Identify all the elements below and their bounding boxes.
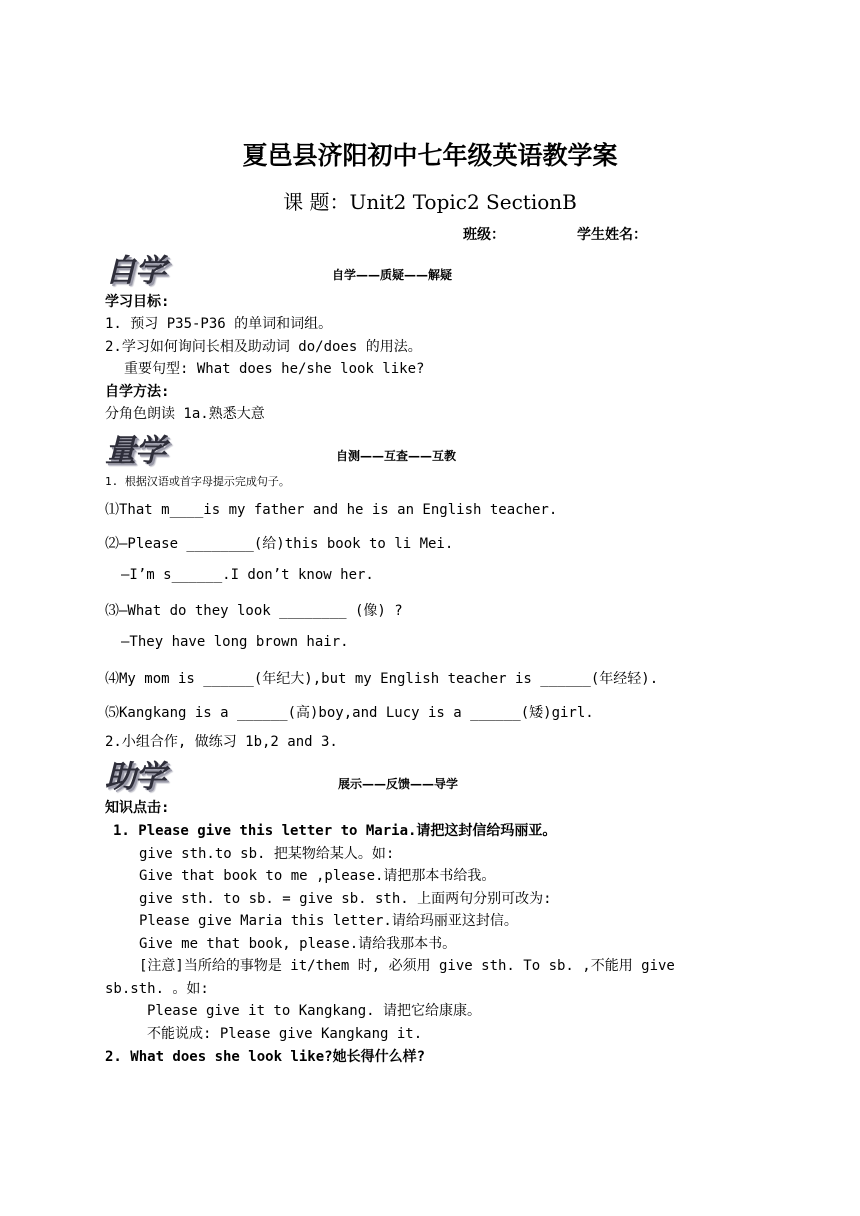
point-1-line-4: Please give Maria this letter.请给玛丽亚这封信。 — [139, 913, 518, 929]
question-5: ⑸Kangkang is a ______(高)boy,and Lucy is a ______(矮)girl. — [105, 705, 594, 721]
point-1-title: 1. Please give this letter to Maria.请把这封信给玛丽亚。 — [113, 823, 557, 839]
point-1-line-2: Give that book to me ,please.请把那本书给我。 — [139, 868, 496, 884]
goal-heading: 学习目标: — [105, 294, 170, 310]
exercise-instruction: 1. 根据汉语或首字母提示完成句子。 — [105, 475, 290, 488]
goal-item-1: 1. 预习 P35-P36 的单词和词组。 — [105, 316, 333, 332]
question-4: ⑷My mom is ______(年纪大),but my English teacher is ______(年经轻). — [105, 671, 659, 687]
point-2-title: 2. What does she look like?她长得什么样? — [105, 1049, 426, 1065]
page-title: 夏邑县济阳初中七年级英语教学案 — [242, 141, 618, 170]
point-1-line-5: Give me that book, please.请给我那本书。 — [139, 936, 457, 952]
key-sentence: 重要句型: What does he/she look like? — [124, 361, 425, 377]
question-2a: ⑵—Please ________(给)this book to li Mei. — [105, 536, 454, 552]
point-1-line-3: give sth. to sb. = give sb. sth. 上面两句分别可改为: — [139, 891, 552, 907]
help-study-logo: 助学 — [105, 759, 165, 795]
method-heading: 自学方法: — [105, 384, 170, 400]
section1-subtitle: 自学——质疑——解疑 — [332, 268, 453, 282]
class-label: 班级： — [463, 227, 505, 243]
point-1-note-cont: sb.sth. 。如: — [105, 981, 209, 997]
section3-subtitle: 展示——反馈——导学 — [338, 777, 459, 791]
point-1-note: [注意]当所给的事物是 it/them 时, 必须用 give sth. To sb. ,不能用 give — [139, 958, 675, 974]
question-3b: —They have long brown hair. — [121, 634, 349, 650]
point-1-line-7: 不能说成: Please give Kangkang it. — [147, 1026, 423, 1042]
measure-study-logo: 量学 — [105, 433, 165, 469]
section2-subtitle: 自测——互查——互教 — [336, 449, 457, 463]
question-1: ⑴That m____is my father and he is an English teacher. — [105, 502, 558, 518]
student-name-label: 学生姓名： — [577, 227, 647, 243]
question-3a: ⑶—What do they look ________ (像) ? — [105, 603, 403, 619]
knowledge-heading: 知识点击: — [105, 800, 170, 816]
question-2b: —I’m s______.I don’t know her. — [121, 567, 374, 583]
self-study-logo: 自学 — [105, 253, 165, 289]
lesson-subject: 课 题：Unit2 Topic2 SectionB — [283, 190, 577, 214]
group-task: 2.小组合作, 做练习 1b,2 and 3. — [105, 734, 338, 750]
point-1-line-1: give sth.to sb. 把某物给某人。如: — [139, 846, 395, 862]
point-1-line-6: Please give it to Kangkang. 请把它给康康。 — [147, 1003, 482, 1019]
method-text: 分角色朗读 1a.熟悉大意 — [105, 406, 265, 422]
goal-item-2: 2.学习如何询问长相及助动词 do/does 的用法。 — [105, 339, 422, 355]
